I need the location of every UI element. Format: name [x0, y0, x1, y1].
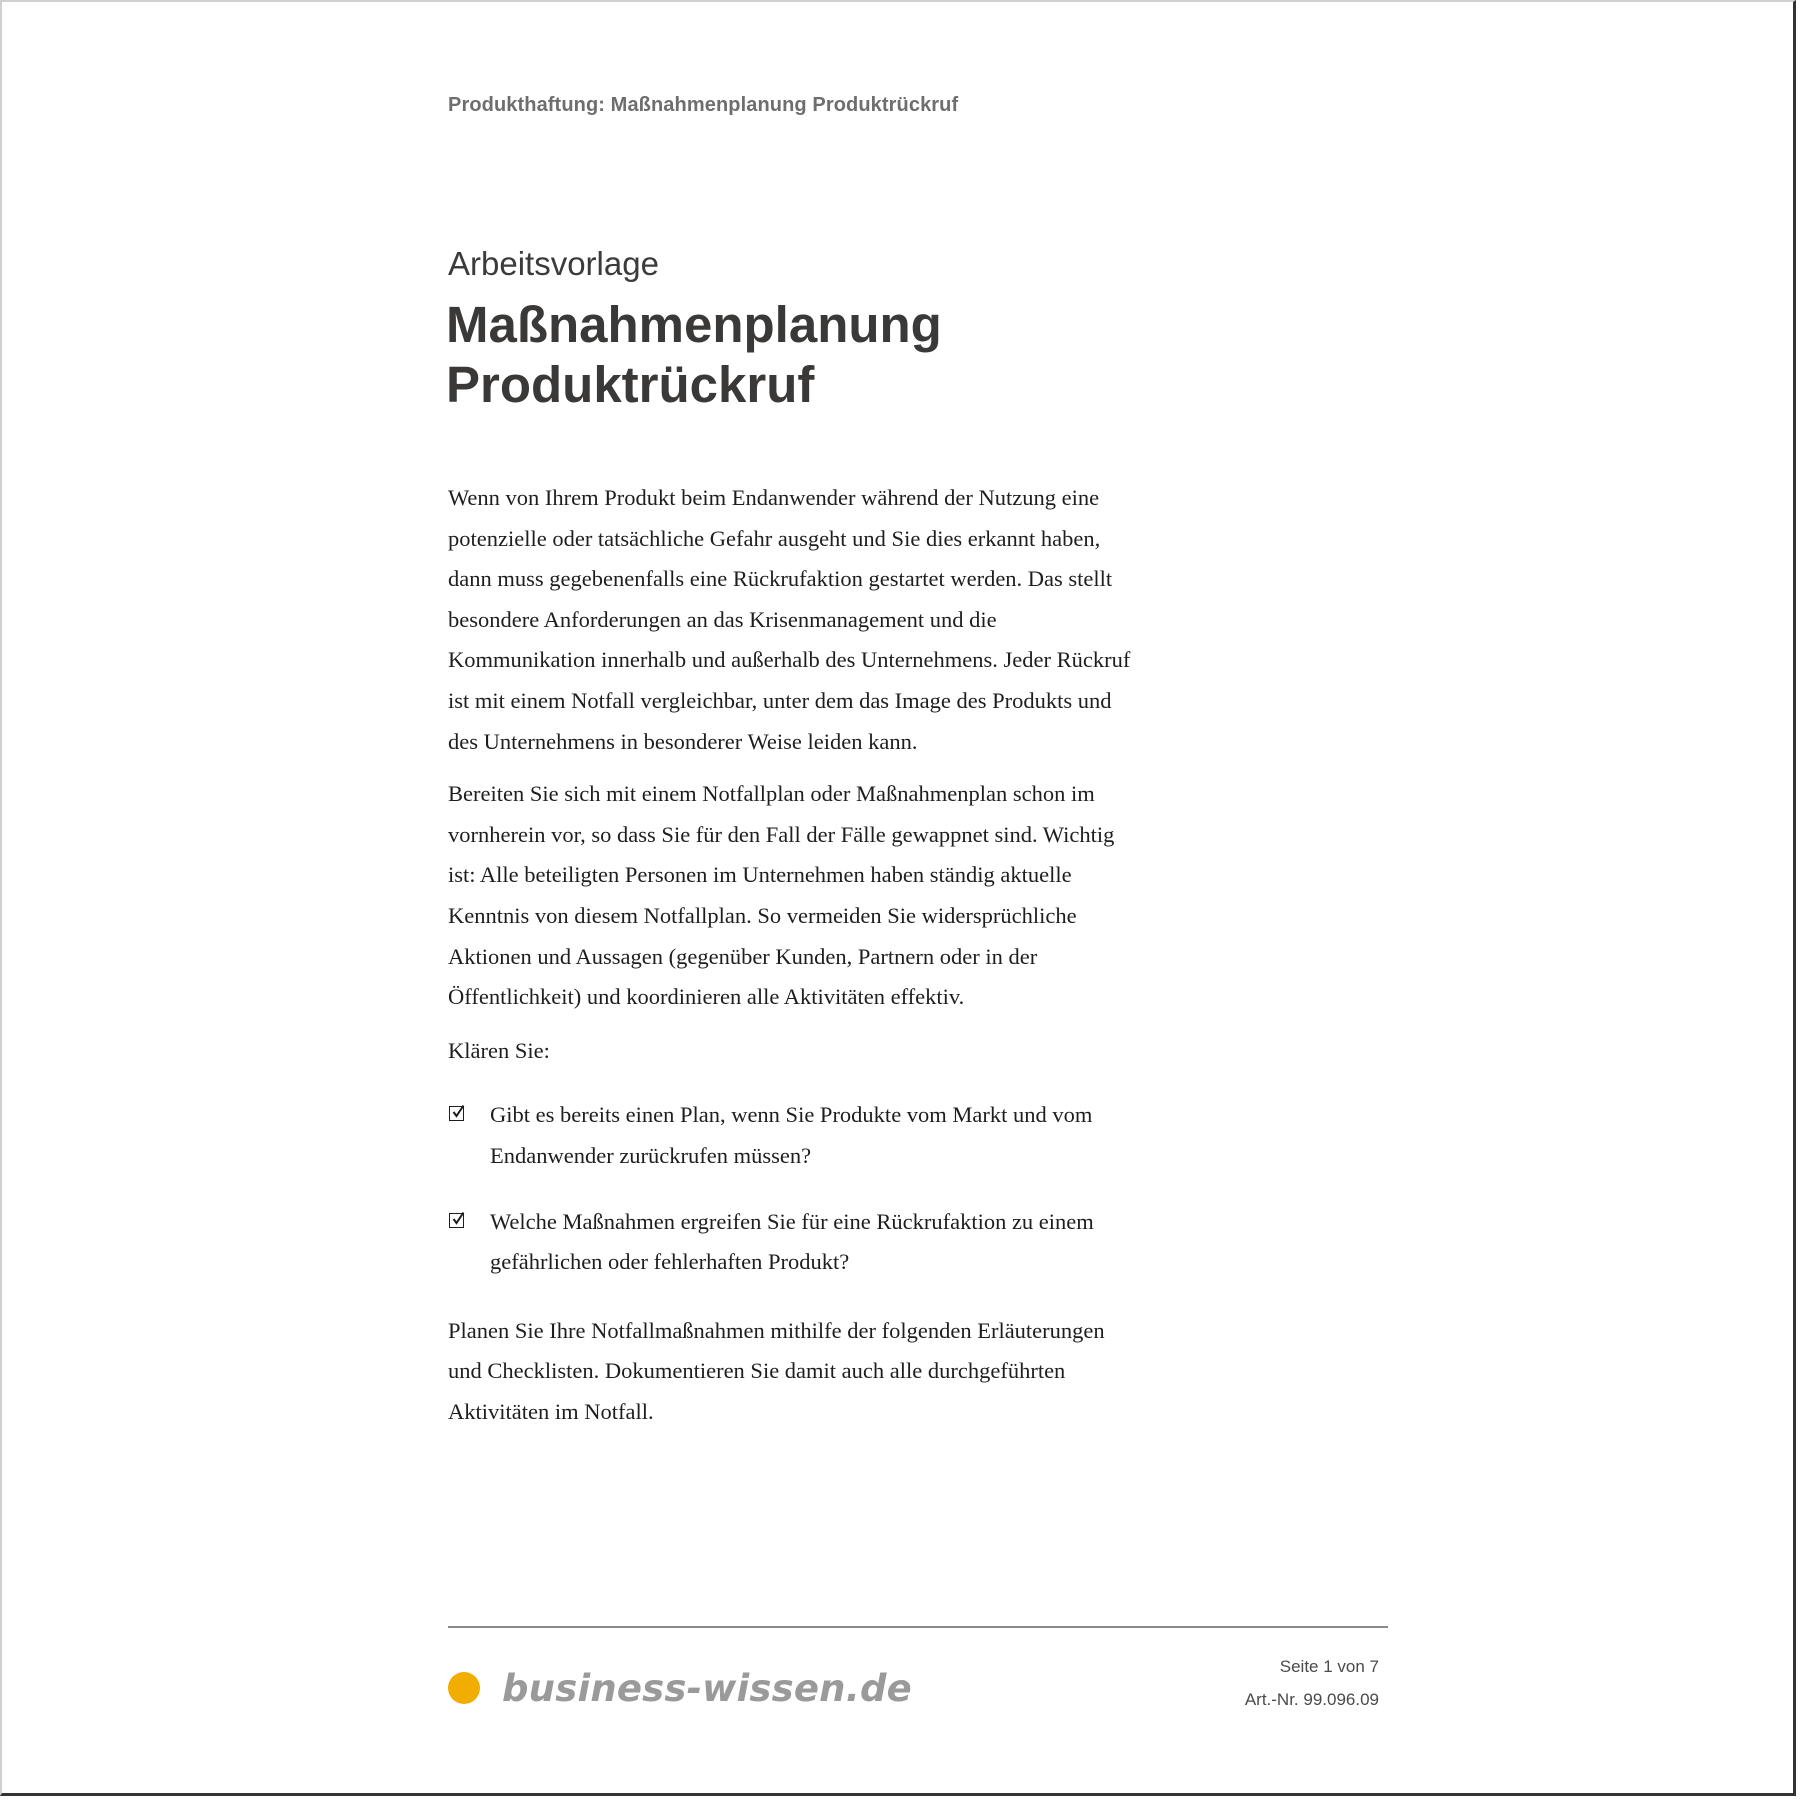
document-title — [446, 295, 942, 415]
checked-box-icon — [449, 1213, 464, 1228]
footer-meta — [1245, 1650, 1379, 1716]
checklist — [448, 1095, 1208, 1282]
text-line: vornherein vor, so dass Sie für den Fall der Fälle gewappnet sind. Wichtig — [448, 821, 1115, 847]
closing-paragraph — [448, 1311, 1208, 1433]
text-line: Wenn von Ihrem Produkt beim Endanwender während der Nutzung eine — [448, 485, 1100, 510]
text-line: Bereiten Sie sich mit einem Notfallplan oder Maßnahmenplan schon im — [448, 781, 1095, 807]
brand-logo — [448, 1666, 912, 1710]
document-title-line: Produktrückruf — [446, 356, 815, 413]
text-line: Planen Sie Ihre Notfallmaßnahmen mithilfe der folgenden Erläuterungen — [448, 1317, 1105, 1343]
checklist-intro — [448, 1031, 1208, 1072]
article-number: Art.-Nr. 99.096.09 — [1244, 1690, 1379, 1709]
checklist-item — [448, 1095, 1208, 1176]
brand-dot-icon — [448, 1672, 480, 1704]
text-line: dann muss gegebenenfalls eine Rückrufaktion gestartet werden. Das stellt — [448, 566, 1113, 592]
text-line: Kenntnis von diesem Notfallplan. So vermeiden Sie widersprüchliche — [448, 902, 1077, 928]
text-line: Aktionen und Aussagen (gegenüber Kunden, Partnern oder in der — [448, 943, 1038, 969]
text-line: und Checklisten. Dokumentieren Sie damit auch alle durchgeführten — [448, 1358, 1066, 1384]
checklist-item-text: Gibt es bereits einen Plan, wenn Sie Produkte vom Markt und vom — [490, 1102, 1093, 1128]
text-line: Öffentlichkeit) und koordinieren alle Aktivitäten effektiv. — [448, 984, 965, 1010]
checklist-item — [448, 1202, 1208, 1283]
text-line: ist: Alle beteiligten Personen im Unternehmen haben ständig aktuelle — [448, 862, 1072, 888]
document-title-line: Maßnahmenplanung — [446, 296, 942, 353]
checklist-item-text: gefährlichen oder fehlerhaften Produkt? — [490, 1249, 850, 1275]
document-body — [448, 478, 1208, 1432]
text-line: Klären Sie: — [448, 1037, 550, 1063]
text-line: Kommunikation innerhalb und außerhalb des Unternehmens. Jeder Rückruf — [448, 647, 1131, 673]
text-line: besondere Anforderungen an das Krisenmanagement und die — [448, 606, 997, 632]
checklist-item-text: Welche Maßnahmen ergreifen Sie für eine Rückrufaktion zu einem — [490, 1208, 1094, 1234]
text-line: des Unternehmens in besonderer Weise leiden kann. — [448, 728, 918, 754]
checklist-item-text: Endanwender zurückrufen müssen? — [490, 1142, 812, 1168]
footer-divider — [448, 1626, 1388, 1628]
preparation-paragraph — [448, 774, 1208, 1018]
text-line: Aktivitäten im Notfall. — [448, 1398, 654, 1424]
page-number: Seite 1 von 7 — [1279, 1657, 1379, 1676]
text-line: potenzielle oder tatsächliche Gefahr ausgeht und Sie dies erkannt haben, — [448, 525, 1101, 551]
brand-name: business-wissen.de — [502, 1666, 912, 1710]
text-line: ist mit einem Notfall vergleichbar, unter dem das Image des Produkts und — [448, 687, 1112, 713]
document-kicker: Arbeitsvorlage — [448, 245, 659, 282]
running-header: Produkthaftung: Maßnahmenplanung Produktrückruf — [448, 94, 959, 116]
intro-paragraph — [448, 478, 1208, 762]
checked-box-icon — [449, 1106, 464, 1121]
